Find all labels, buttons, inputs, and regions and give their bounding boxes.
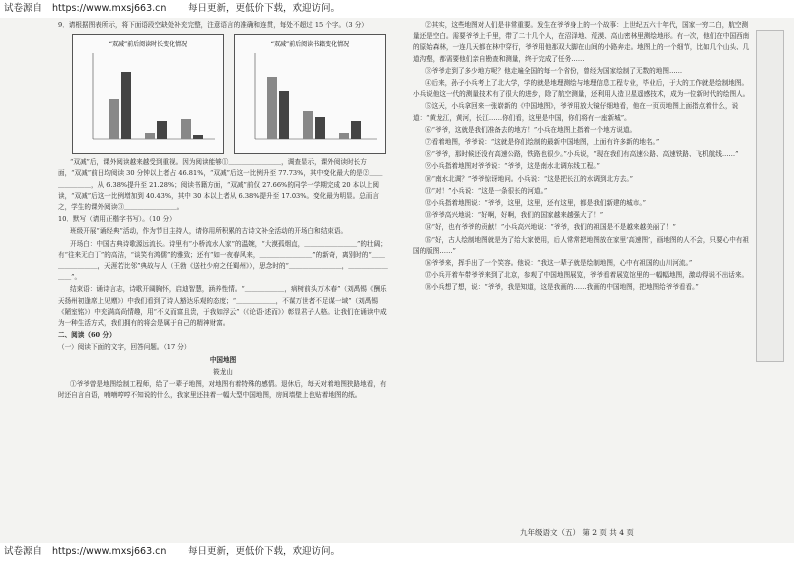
paragraph: ②其实，这些地图对人们是非常重要。发生在爷爷身上的一个故事：上世纪五六十年代，国家一穷二白，航空测量还是空白。需要爷爷上千里，带了二十几个人，在沼泽地、荒漠、高山密林里测绘地形。有一次，他们在中国西南的原始森林，一连几天都在林中穿行，爷爷用他那双大脚在山间的小路奔走。地图上的一个细节，比如几个山头、几道沟壑，都需要他们亲自勘查和测量，终于完成了任务…… bbox=[413, 21, 750, 63]
paragraph: ⑭“好，也有爷爷的贡献！”小兵高兴地说：“爷爷，我们的祖国是不是越来越美丽了！” bbox=[425, 223, 676, 232]
article-author: 筱龙山 bbox=[213, 367, 233, 376]
footer-source: 试卷源自 bbox=[4, 546, 43, 557]
header-source: 试卷源自 bbox=[4, 3, 43, 14]
sub-heading: （一）阅读下面的文字，回答问题。（17 分） bbox=[58, 343, 191, 352]
paragraph: ⑮“好，古人绘制地图就是为了给大家使用，后人常常把地图放在家里‘高速图’，画地图的人不会，只要心中有祖国的版图……” bbox=[413, 235, 750, 255]
paragraph: ⑧“爷爷，那时候还没有高速公路，铁路也很少。”小兵说，“现在我们有高速公路、高速铁路、飞机航线……” bbox=[425, 150, 739, 159]
footer-url[interactable]: https://www.mxsj663.cn bbox=[52, 546, 167, 557]
chart2-bar bbox=[303, 111, 313, 139]
section-heading: 二、阅读（60 分） bbox=[58, 331, 116, 340]
binding-margin bbox=[756, 30, 784, 362]
chart1-bar bbox=[157, 121, 167, 139]
chart1-bar bbox=[145, 133, 155, 139]
header-url[interactable]: https://www.mxsj663.cn bbox=[52, 3, 167, 14]
chart2-bar bbox=[315, 117, 325, 139]
paragraph: ⑯爷爷来，挥手出了一个笑容。他说：“我这一辈子就是绘制地图，心中有祖国的山川河流。” bbox=[425, 259, 693, 268]
chart1-bar bbox=[121, 72, 131, 139]
paragraph: ⑦看着地图，爷爷说：“这就是你们绘制的最新中国地图，上面有许多新的地名。” bbox=[425, 138, 660, 147]
charts-row bbox=[72, 34, 388, 154]
paragraph: 班级开展“诵经典”活动，作为节目主持人，请你用所积累的古诗文补全活动的开场白和结束语。 bbox=[70, 227, 348, 236]
page-number: 九年级语文（五） 第 2 页 共 4 页 bbox=[520, 528, 634, 537]
paragraph: ⑨小兵指着地图对爷爷说：“爷爷，这是南水北调东线工程。” bbox=[425, 162, 600, 171]
paragraph: ⑱小兵想了想，说：“爷爷，我是知道，这是我画的……我画的中国地图，把地图给爷爷看看。” bbox=[425, 283, 699, 292]
paragraph: 结束语：诵诗言志，诗歌开阔胸怀，启迪智慧，涵养性情。“＿＿＿＿＿＿，病树前头万木春”（刘禹锡《酬乐天扬州初逢席上见赠》）中我们看到了诗人豁达乐观的态度；“＿＿＿＿＿＿，不谋万世者不足谋一域”（刘禹锡《陋室铭》）中充满高尚情趣，用“不义而富且贵，于我如浮云”（《论语·述而》）彰显君子人格。让我们在诵读中成为一种生活方式，我们拥有的将会是属于自己的精神财富。 bbox=[58, 285, 387, 328]
paragraph: ⑩“南水北调？”爷爷惊讶地问。小兵说：“这是把长江的水调到北方去。” bbox=[425, 174, 633, 183]
reading-time-chart bbox=[72, 34, 224, 154]
reading-books-chart bbox=[234, 34, 386, 154]
chart2-bar bbox=[339, 133, 349, 139]
paragraph: ⑫小兵指着地图说：“爷爷，这里，这里，还有这里，都是我们新建的城市。” bbox=[425, 199, 647, 208]
paragraph: “双减”后，课外阅读越来越受到重视。因为阅读能够①＿＿＿＿＿＿＿＿，调查显示，课外阅读时长方面，“双减”前日均阅读 30 分钟以上者占 46.81%，“双减”后这一比例升至 77.73%，其中变化最大的是②＿＿＿＿＿＿＿，从 6.38%提升至 21.28%；阅读书籍方面，“双减”前仅 27.66%的同学一学期完成 20 本以上阅读，“双减”后这一比例增加到 40.43%，其中 30 本以上者从 6.38%提升至 17.03%。变化最为明显。总而言之，学生的课外阅读③＿＿＿＿＿＿＿＿。 bbox=[58, 158, 383, 212]
chart2-title: “双减”前后阅读书籍变化情况 bbox=[270, 41, 350, 49]
chart1-bar bbox=[193, 135, 203, 139]
chart1-bar bbox=[181, 119, 191, 139]
paragraph: ④后来，孙子小兵考上了北大学，学的就是地理测绘与地理信息工程专业，毕业后，于大的工作就是绘制地图。小兵说他这一代的测量技术有了很大的进步，除了航空测量，还利用人造卫星遥感技术，成为一位新时代的绘图人。 bbox=[413, 79, 750, 99]
header-slogan: 每日更新，更低价下载，欢迎访问。 bbox=[188, 3, 341, 14]
page-footer bbox=[0, 543, 794, 561]
question-10: 10．默写（请用正楷字书写）。（10 分） bbox=[58, 215, 176, 224]
chart1-bar bbox=[109, 99, 119, 139]
paragraph: ⑪“对！”小兵说：“这是一条很长的河道。” bbox=[425, 186, 548, 195]
paragraph: ③爷爷走到了多少地方呢？他走遍全国的每一个省份，曾经为国家绘制了无数的地图…… bbox=[425, 66, 683, 75]
paragraph: ⑬爷爷高兴地说：“好啊，好啊，我们的国家越来越强大了！” bbox=[425, 211, 604, 220]
chart2-bar bbox=[351, 121, 361, 139]
paragraph: ⑰小兵开着车带爷爷来到了北京，参观了中国地图展览，爷爷看着展览馆里的一幅幅地图，激动得说不出话来。 bbox=[425, 271, 749, 280]
paragraph: 开场白：中国古典诗歌源远流长。诗里有“小桥流水人家”的温婉，“大漠孤烟直，＿＿＿＿＿＿＿＿”的壮阔；有“往来无白丁”的高洁，“谈笑有鸿儒”的雅致；还有“如一夜春风来，＿＿＿＿＿＿＿＿”的新奇，离别时的“＿＿＿＿＿＿＿＿，天涯若比邻”典故与人（王勃《送杜少府之任蜀州》），思念时的“＿＿＿＿＿＿＿＿，＿＿＿＿＿＿＿＿”。 bbox=[58, 239, 388, 282]
footer-slogan: 每日更新，更低价下载，欢迎访问。 bbox=[188, 546, 341, 557]
left-column bbox=[58, 20, 388, 402]
article-title: 中国地图 bbox=[209, 355, 237, 364]
page-header bbox=[0, 0, 794, 18]
paragraph: ①爷爷曾是地图绘制工程师，给了一辈子地图，对地图有着特殊的感情。退休后，每天对着地图狭路地看，有时还自言自语，喃喃哼哼不知说的什么，我家里还挂着一幅大型中国地图，房间墙壁上也贴着地图的纸。 bbox=[58, 380, 387, 400]
chart2-bar bbox=[267, 77, 277, 139]
paragraph: ⑤这天，小兵拿回来一张崭新的《中国地图》，爷爷用放大镜仔细地看，他在一页页地图上面指点着什么，说道：“黄龙江，黄河，长江……你们看，这里是中国，你们将有一座新城”。 bbox=[413, 102, 739, 122]
chart2-bar bbox=[279, 91, 289, 139]
right-column bbox=[413, 20, 753, 295]
paragraph: ⑥“爷爷，这就是我们准备去的地方！”小兵在地图上指着一个地方说道。 bbox=[425, 125, 637, 134]
chart1-title: “双减”前后阅读时长变化情况 bbox=[108, 41, 188, 49]
question-9: 9．请根据图表所示，将下面语段空缺处补充完整，注意语言的准确和连贯，每处不超过 15 个字。（3 分） bbox=[58, 21, 368, 29]
